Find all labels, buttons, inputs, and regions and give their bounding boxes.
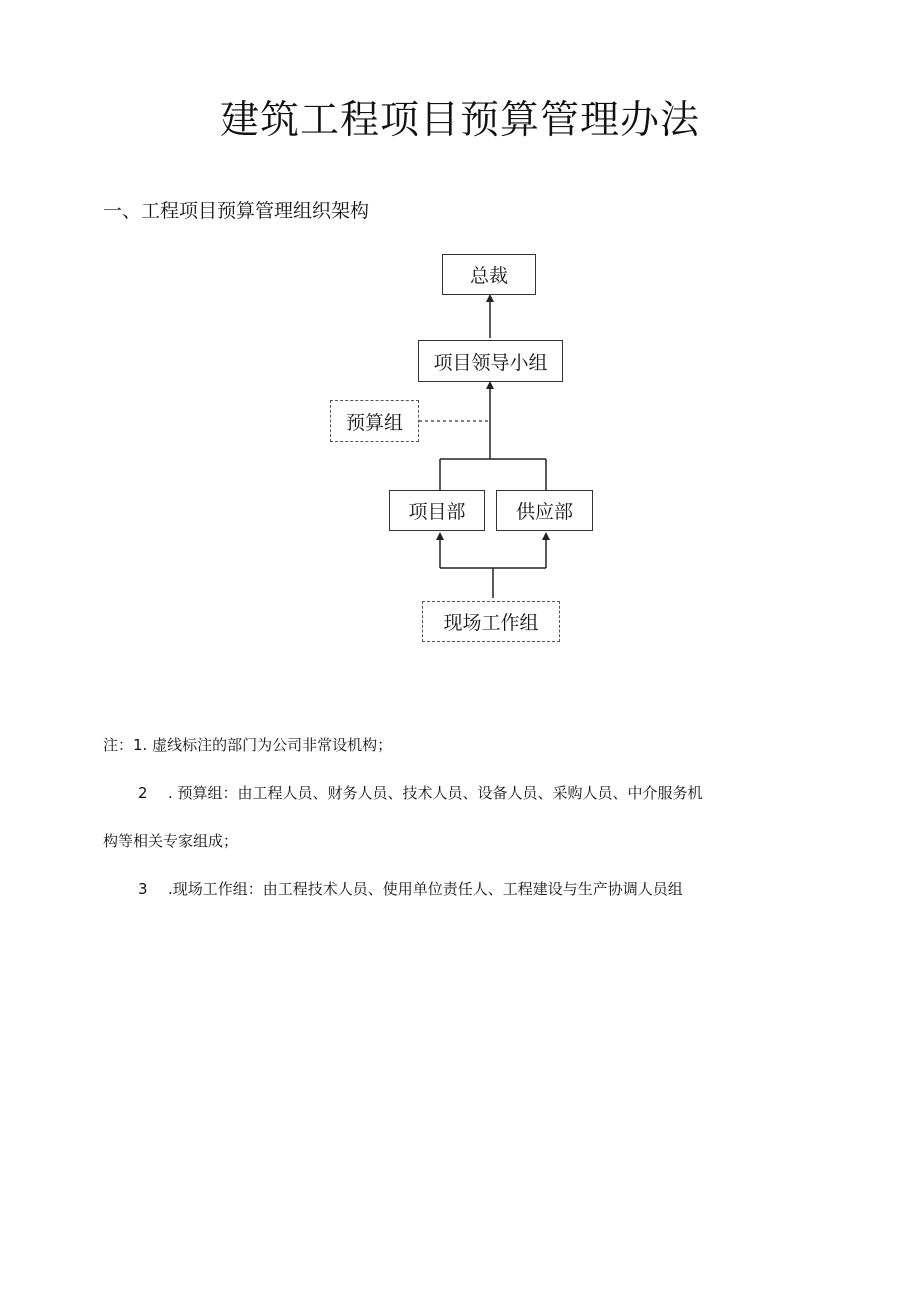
note-item-2 — [138, 781, 703, 805]
org-chart-connectors — [320, 248, 610, 648]
note-item-2-text: . 预算组：由工程人员、财务人员、技术人员、设备人员、采购人员、中介服务机 — [168, 784, 703, 802]
document-title: 建筑工程项目预算管理办法 — [219, 98, 700, 143]
node-budget-group: 预算组 — [330, 400, 419, 442]
note-item-3 — [138, 877, 683, 901]
org-chart — [320, 248, 610, 648]
node-president: 总裁 — [442, 254, 536, 295]
node-site-work-group: 现场工作组 — [422, 601, 560, 642]
note-item-2-continuation: 构等相关专家组成； — [103, 832, 239, 850]
note-item-2-number: 2 — [138, 784, 148, 802]
node-project-leadership-group: 项目领导小组 — [418, 340, 563, 382]
node-supply-department: 供应部 — [496, 490, 593, 531]
note-item-3-text: .现场工作组：由工程技术人员、使用单位责任人、工程建设与生产协调人员组 — [168, 880, 683, 898]
note-item-3-number: 3 — [138, 880, 148, 898]
node-project-department: 项目部 — [389, 490, 485, 531]
note-line-1: 注：1. 虚线标注的部门为公司非常设机构； — [103, 736, 393, 754]
section-heading: 一、工程项目预算管理组织架构 — [103, 200, 370, 222]
